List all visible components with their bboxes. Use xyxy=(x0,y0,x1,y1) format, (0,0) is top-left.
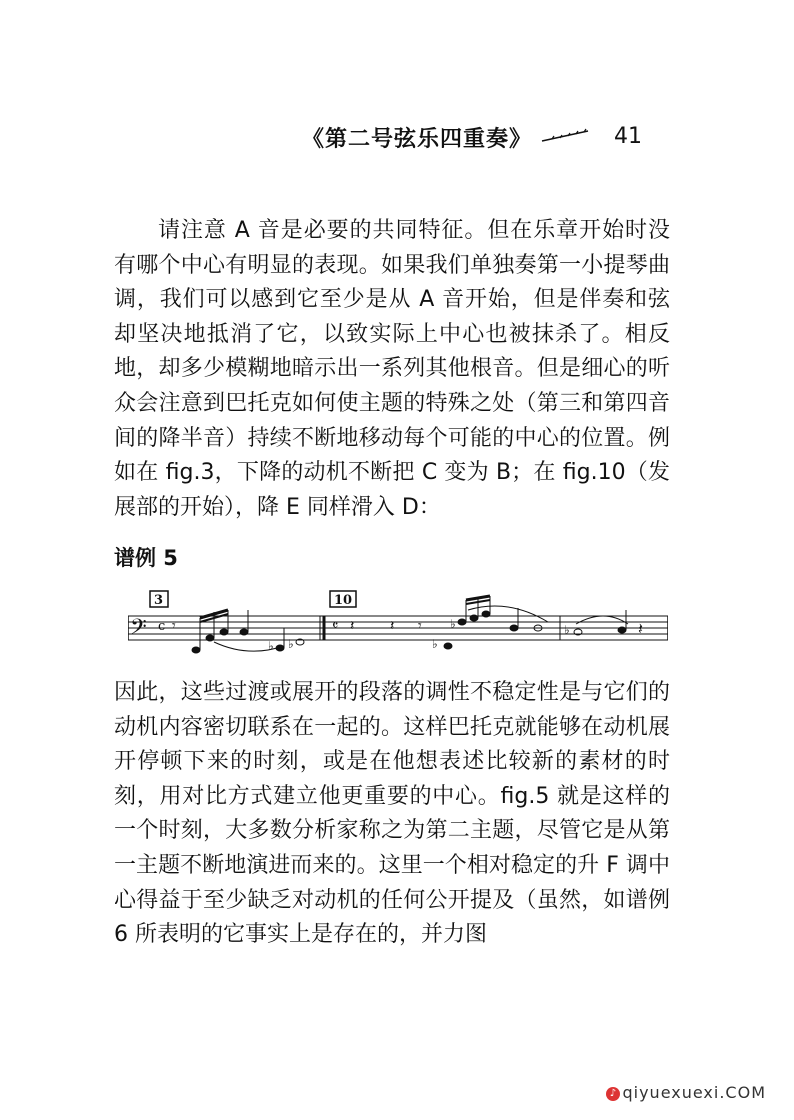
watermark-logo-icon: ♪ xyxy=(606,1087,620,1101)
bass-clef-icon: 𝄢 xyxy=(130,615,147,645)
music-score xyxy=(128,588,668,662)
svg-text:𝄴: 𝄴 xyxy=(332,618,339,634)
svg-text:♭: ♭ xyxy=(268,639,274,653)
svg-text:c: c xyxy=(158,619,166,634)
measure-2-notes xyxy=(350,596,548,651)
watermark: ♪ qiyuexuexi.COM xyxy=(606,1083,766,1102)
svg-text:𝄽: 𝄽 xyxy=(638,619,643,638)
running-header xyxy=(0,122,794,158)
svg-text:♭: ♭ xyxy=(432,637,438,651)
ornament-icon xyxy=(540,128,590,144)
svg-text:♭: ♭ xyxy=(450,617,456,631)
svg-text:♭: ♭ xyxy=(564,623,570,637)
svg-text:𝄾: 𝄾 xyxy=(172,618,176,634)
svg-text:𝄽: 𝄽 xyxy=(390,618,395,634)
svg-text:♭: ♭ xyxy=(288,637,294,651)
page-number: 41 xyxy=(614,124,642,149)
body-paragraph-1: 请注意 A 音是必要的共同特征。但在乐章开始时没有哪个中心有明显的表现。如果我们单独奏第一小提琴曲调，我们可以感到它至少是从 A 音开始，但是伴奏和弦却坚决地抵消了它，以致实际上中心也被抹杀了。相反地，却多少模糊地暗示出一系列其他根音。但是细心的听众会注意到巴托克如何使主题的特殊之处（第三和第四音间的降半音）持续不断地移动每个可能的中心的位置。例如在 fig.3，下降的动机不断把 C 变为 B；在 fig.10（发展部的开始），降 E 同样滑入 D： xyxy=(114,218,670,520)
example-label: 谱例 5 xyxy=(114,546,178,570)
rehearsal-mark-10: 10 xyxy=(334,593,353,608)
rehearsal-mark-3: 3 xyxy=(154,593,164,608)
svg-text:𝄾: 𝄾 xyxy=(418,618,422,634)
svg-text:𝄽: 𝄽 xyxy=(350,618,355,634)
body-paragraph-2: 因此，这些过渡或展开的段落的调性不稳定性是与它们的动机内容密切联系在一起的。这样巴托克就能够在动机展开停顿下来的时刻，或是在他想表述比较新的素材的时刻，用对比方式建立他更重要的中心。fig.5 就是这样的一个时刻，大多数分析家称之为第二主题，尽管它是从第一主题不断地演进而来的。这里一个相对稳定的升 F 调中心得益于至少缺乏对动机的任何公开提及（虽然，如谱例 6 所表明的它事实上是存在的，并力图 xyxy=(114,680,670,948)
book-title: 《第二号弦乐四重奏》 xyxy=(302,127,533,152)
